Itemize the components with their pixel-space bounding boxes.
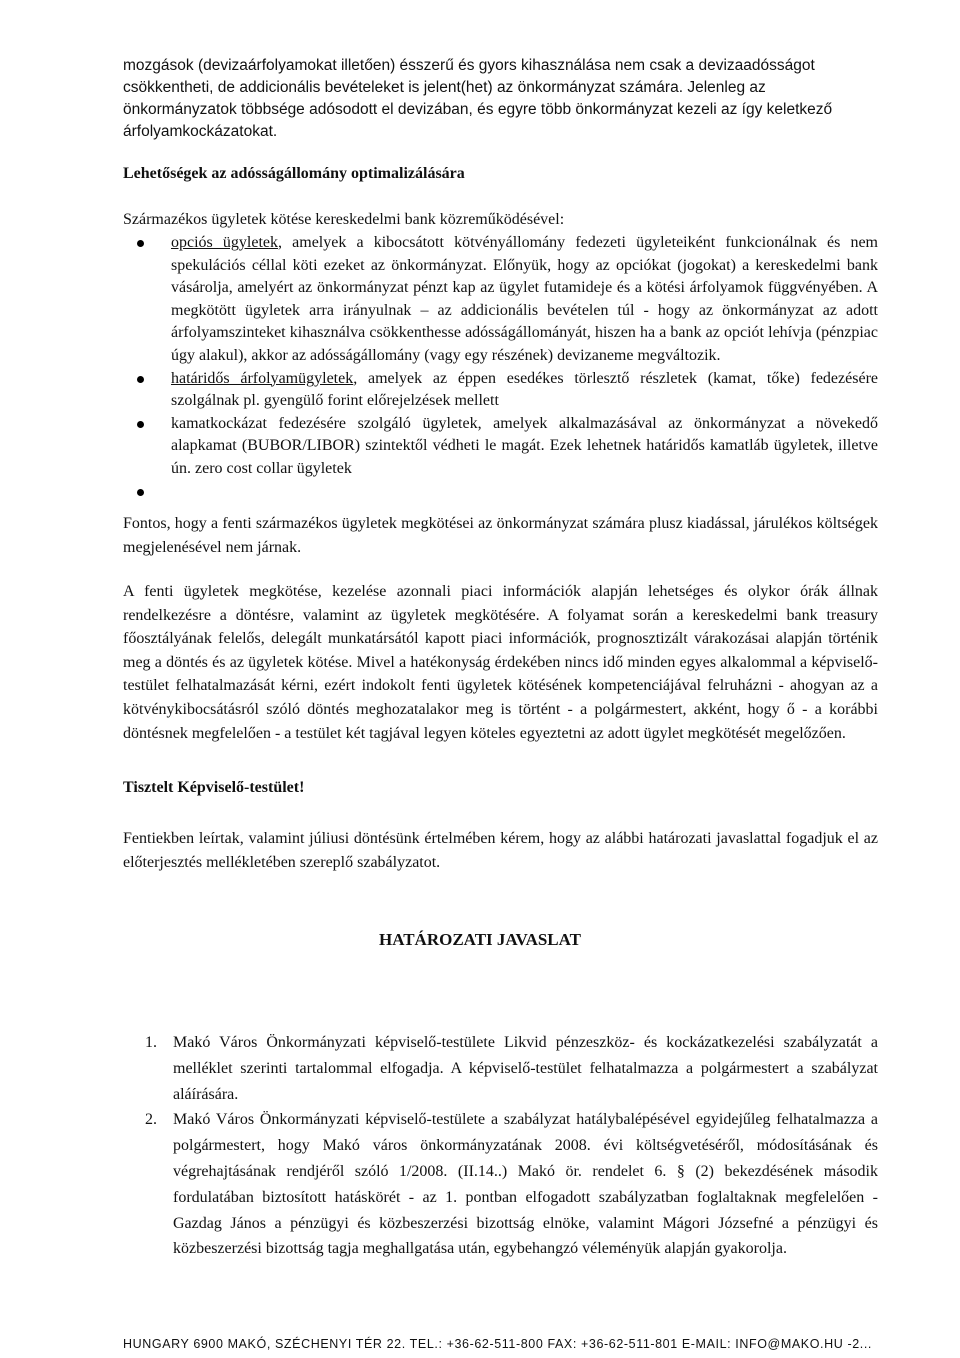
- section-heading: Lehetőségek az adósságállomány optimalizálására: [123, 165, 465, 182]
- page-footer: HUNGARY 6900 MAKÓ, SZÉCHENYI TÉR 22. TEL.: +36-62-511-800 FAX: +36-62-511-801 E-MAIL: INFO@MAKO.HU -2...: [123, 1337, 872, 1351]
- paragraph-fenti: A fenti ügyletek megkötése, kezelése azonnali piaci információk alapján lehetséges és olykor órák állnak rendelkezésre a döntésre, valamint az ügyletek megkötésére. A folyamat során a kereskedelmi bank treasury főosztályának felelős, delegált munkatársától kapott piaci információk, prognosztizált várakozásai alapján történik meg a döntés és az ügyletek kötése. Mivel a hatékonyság érdekében nincs idő minden egyes alkalommal a képviselő-testület felhatalmazását kérni, ezért indokolt fenti ügyletek kötésének kompetenciájával felruházni - ahogyan az a kötvénykibocsátásról szóló döntés meghozatalakor meg is történt - a polgármestert, akként, hogy ő - a korábbi döntésnek megfelelően - a testület két tagjával legyen köteles egyeztetni az adott ügylet megkötését megelőzően.: [123, 583, 878, 742]
- derivatives-intro: Származékos ügyletek kötése kereskedelmi bank közreműködésével:: [123, 211, 565, 228]
- bullet-icon: [137, 376, 144, 383]
- derivatives-list: [123, 232, 878, 503]
- bullet-icon: [137, 489, 144, 496]
- list-item: [123, 232, 878, 368]
- resolution-title: HATÁROZATI JAVASLAT: [378, 930, 581, 949]
- bullet-icon: [137, 421, 144, 428]
- bullet-icon: [137, 240, 144, 247]
- item-number: 1.: [145, 1034, 157, 1051]
- item-text: Makó Város Önkormányzati képviselő-testülete Likvid pénzeszköz- és kockázatkezelési szabályzatát a melléklet szerinti tartalommal elfogadja. A képviselő-testület felhatalmazza a polgármestert a szabályzat aláírására.: [173, 1034, 878, 1103]
- item-number: 2.: [145, 1111, 157, 1129]
- list-item: [123, 413, 878, 481]
- bullet-link[interactable]: opciós ügyletek: [171, 234, 279, 251]
- resolution-list: [123, 1030, 878, 1262]
- bullet-text: , amelyek az éppen esedékes törlesztő részletek (kamat, tőke) fedezésére szolgálnak pl. gyengülő forint előrejelzések mellett: [171, 369, 878, 410]
- paragraph-fontos: Fontos, hogy a fenti származékos ügyletek megkötései az önkormányzat számára plusz kiadással, járulékos költségek megjelenésével nem járnak.: [123, 515, 878, 556]
- list-item: [123, 368, 878, 413]
- bullet-text: kamatkockázat fedezésére szolgáló ügyletek, amelyek alkalmazásával az önkormányzat a növekedő alapkamat (BUBOR/LIBOR) szintektől védheti le magát. Ezek lehetnek határidős kamatláb ügyletek, illetve ún. zero cost collar ügyletek: [171, 414, 878, 477]
- resolution-item: [123, 1030, 878, 1107]
- bullet-link[interactable]: határidős árfolyamügyletek: [171, 369, 354, 387]
- salutation: Tisztelt Képviselő-testület!: [123, 779, 305, 796]
- list-item: [123, 481, 878, 503]
- intro-paragraph: mozgások (devizaárfolyamokat illetően) ésszerű és gyors kihasználása nem csak a devizaadósságot csökkentheti, de addicionális bevételeket is jelent(het) az önkormányzat számára. Jelenleg az önkormányzatok többsége adósodott el devizában, és egyre több önkormányzat kezeli az így keletkező árfolyamkockázatokat.: [123, 57, 833, 140]
- paragraph-fentiekben: Fentiekben leírtak, valamint júliusi döntésünk értelmében kérem, hogy az alábbi határozati javaslattal fogadjuk el az előterjesztés mellékletében szereplő szabályzatot.: [123, 830, 878, 871]
- item-text: Makó Város Önkormányzati képviselő-testülete a szabályzat hatálybalépésével egyidejűleg felhatalmazza a polgármestert, hogy Makó város önkormányzatának 2008. évi költségvetéséről, módosításának és végrehajtásának rendjéről szóló 1/2008. (II.14..) Makó ör. rendelet 6. § (2) bekezdésének második fordulatában biztosított hatáskörét - az 1. pontban elfogadott szabályzatban foglaltaknak megfelelően - Gazdag János a pénzügyi és közbeszerzési bizottság elnöke, valamint Mágori Józsefné a pénzügyi és közbeszerzési bizottság tagja meghallgatása után, egybehangzó véleményük alapján gyakorolja.: [173, 1111, 878, 1258]
- resolution-item: [123, 1107, 878, 1262]
- bullet-text: , amelyek a kibocsátott kötvényállomány fedezeti ügyleteiként funkcionálnak és nem spekulációs céllal köti ezeket az önkormányzat. Előnyük, hogy az opciókat (jogokat) a kereskedelmi bank vásárolja, amelyért az önkormányzat pénzt kap az ügylet futamideje és a kötési árfolyamok függvényében. A megkötött ügyletek arra irányulnak – az addicionális bevételen túl - hogy az önkormányzat az adott árfolyamszinteket kihasználva csökkenthesse adósságállományát, hiszen ha a bank az opciót lehívja (pénzpiac úgy alakul), akkor az adósságállomány (vagy egy részének) devizaneme megváltozik.: [171, 234, 878, 364]
